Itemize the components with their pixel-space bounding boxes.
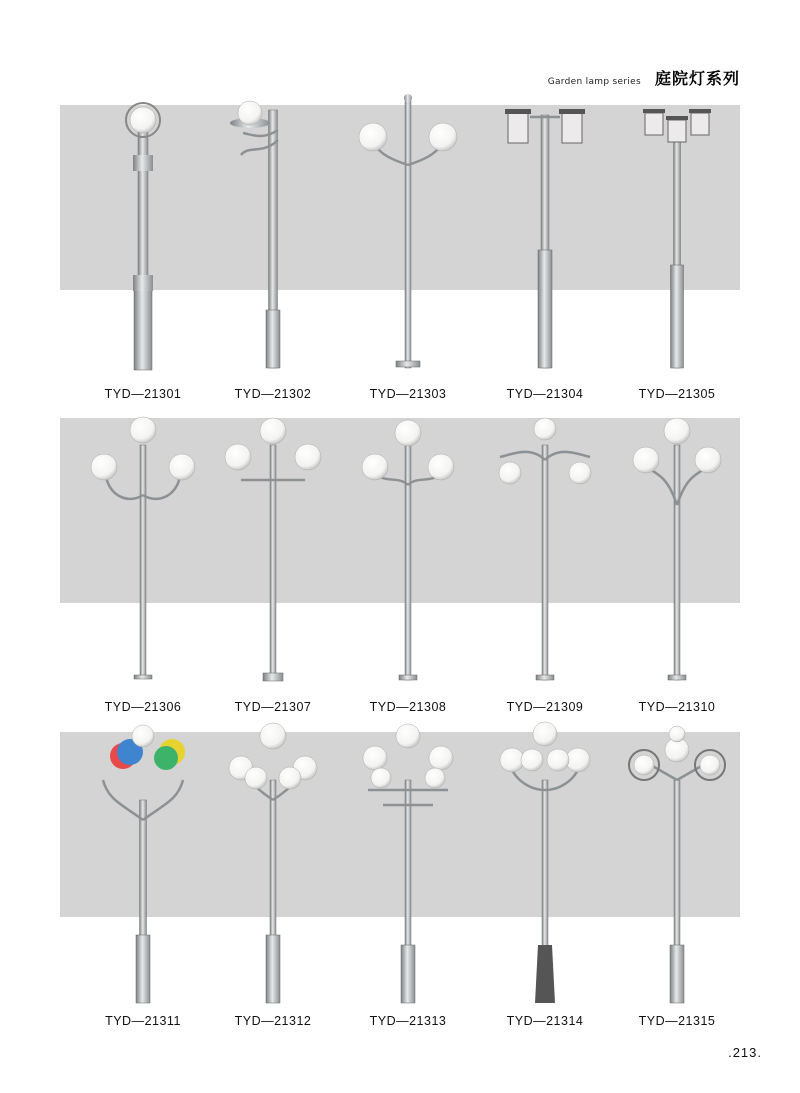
model-number-label: TYD—21308 bbox=[369, 700, 447, 714]
lamp-product-image bbox=[343, 85, 473, 385]
lamp-product-image bbox=[612, 405, 742, 705]
lamp-illustration bbox=[480, 720, 610, 1020]
lamp-product-image bbox=[480, 720, 610, 1020]
lamp-product-image bbox=[343, 405, 473, 705]
model-number-label: TYD—21309 bbox=[506, 700, 584, 714]
lamp-product-image bbox=[612, 85, 742, 385]
lamp-product-image bbox=[612, 720, 742, 1020]
lamp-illustration bbox=[78, 85, 208, 385]
lamp-illustration bbox=[343, 85, 473, 385]
lamp-illustration bbox=[612, 405, 742, 705]
model-number-label: TYD—21303 bbox=[369, 387, 447, 401]
header-chinese-title: 庭院灯系列 bbox=[654, 69, 740, 88]
lamp-illustration bbox=[78, 720, 208, 1020]
model-number-label: TYD—21313 bbox=[369, 1014, 447, 1028]
lamp-illustration bbox=[208, 405, 338, 705]
page-number: .213. bbox=[728, 1045, 762, 1060]
model-number-label: TYD—21312 bbox=[234, 1014, 312, 1028]
lamp-illustration bbox=[480, 85, 610, 385]
model-number-label: TYD—21305 bbox=[638, 387, 716, 401]
model-number-label: TYD—21315 bbox=[638, 1014, 716, 1028]
lamp-product-image bbox=[78, 720, 208, 1020]
lamp-product-image bbox=[78, 405, 208, 705]
lamp-product-image bbox=[480, 405, 610, 705]
model-number-label: TYD—21304 bbox=[506, 387, 584, 401]
lamp-illustration bbox=[612, 720, 742, 1020]
model-number-label: TYD—21310 bbox=[638, 700, 716, 714]
model-number-label: TYD—21301 bbox=[104, 387, 182, 401]
lamp-product-image bbox=[208, 405, 338, 705]
model-number-label: TYD—21307 bbox=[234, 700, 312, 714]
lamp-illustration bbox=[208, 720, 338, 1020]
lamp-illustration bbox=[208, 85, 338, 385]
lamp-illustration bbox=[343, 720, 473, 1020]
model-number-label: TYD—21302 bbox=[234, 387, 312, 401]
lamp-product-image bbox=[343, 720, 473, 1020]
lamp-illustration bbox=[78, 405, 208, 705]
model-number-label: TYD—21314 bbox=[506, 1014, 584, 1028]
lamp-illustration bbox=[343, 405, 473, 705]
lamp-product-image bbox=[208, 720, 338, 1020]
lamp-product-image bbox=[480, 85, 610, 385]
lamp-product-image bbox=[78, 85, 208, 385]
model-number-label: TYD—21311 bbox=[105, 1014, 181, 1028]
lamp-illustration bbox=[612, 85, 742, 385]
lamp-illustration bbox=[480, 405, 610, 705]
header-english-title: Garden lamp series bbox=[547, 77, 641, 87]
lamp-product-image bbox=[208, 85, 338, 385]
model-number-label: TYD—21306 bbox=[104, 700, 182, 714]
